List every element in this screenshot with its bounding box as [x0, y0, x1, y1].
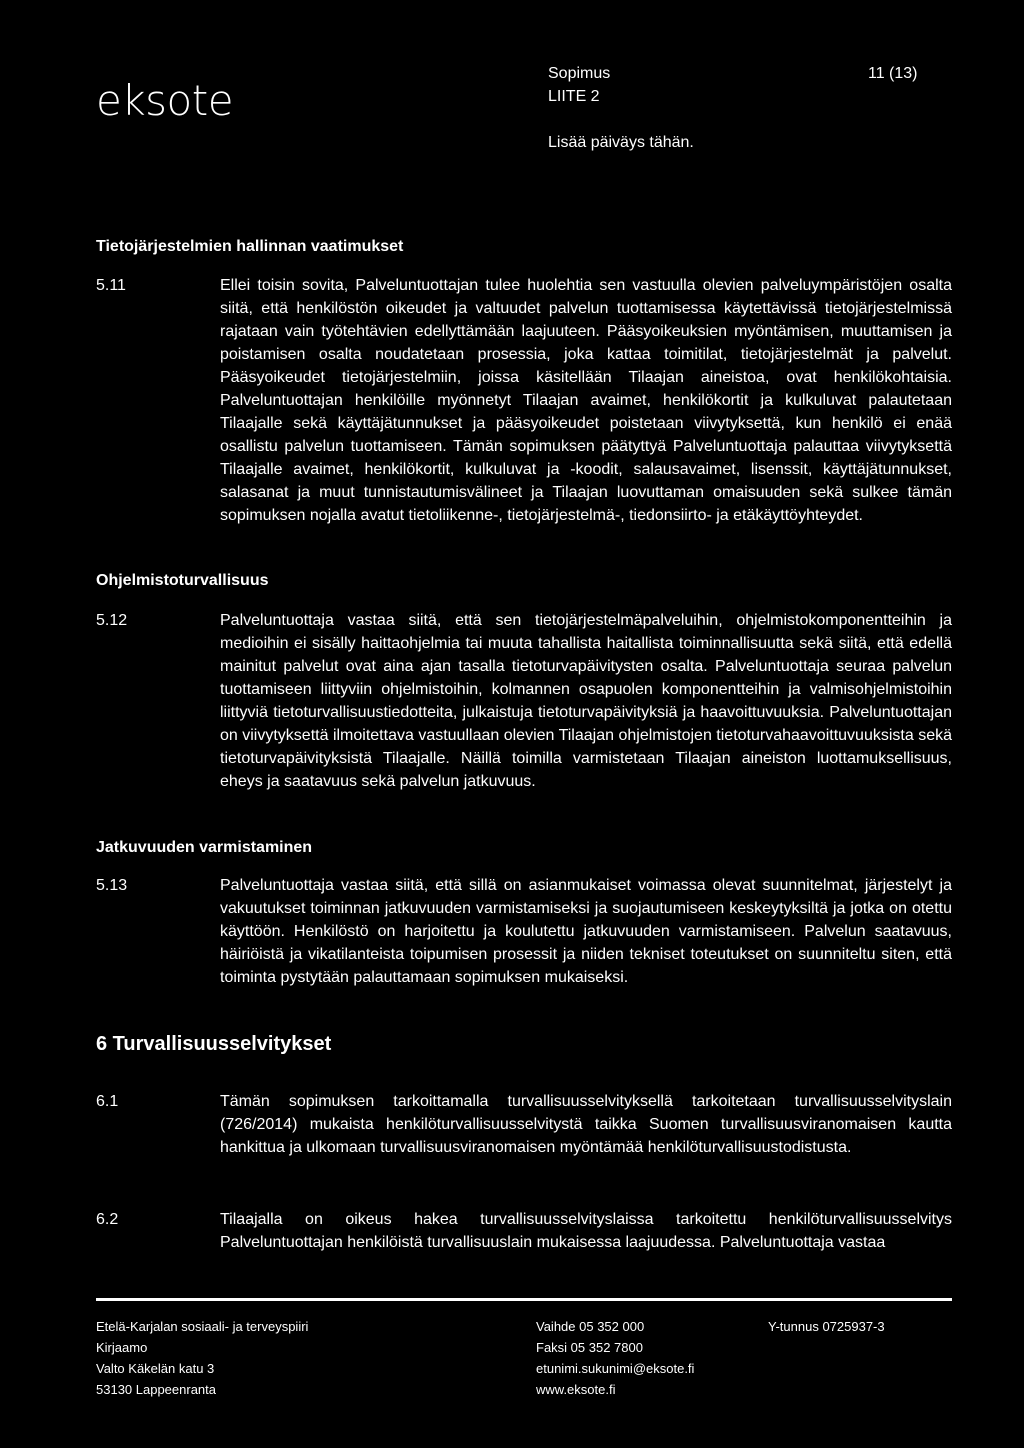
footer-fax: Faksi 05 352 7800 [536, 1340, 643, 1355]
section-heading: Tietojärjestelmien hallinnan vaatimukset [96, 238, 404, 255]
paragraph-number: 5.11 [96, 277, 126, 294]
footer-street: Valto Käkelän katu 3 [96, 1361, 215, 1376]
footer-contacts [536, 1316, 694, 1400]
footer-phone: Vaihde 05 352 000 [536, 1319, 645, 1334]
paragraph [96, 1208, 952, 1254]
date-placeholder: Lisää päiväys tähän. [548, 134, 694, 151]
paragraph-number: 5.13 [96, 877, 128, 894]
document-subtitle: LIITE 2 [548, 88, 600, 105]
footer-email: etunimi.sukunimi@eksote.fi [536, 1361, 695, 1376]
footer-rule [96, 1298, 952, 1301]
paragraph-text: Ellei toisin sovita, Palveluntuottajan tulee huolehtia sen vastuulla olevien palveluympäristöjen osalta siitä, että henkilöstön oikeudet ja valtuudet palvelun tuottamisessa käytettävissä tietojärjestelmissä rajataan vain työtehtävien edellyttämään laajuuteen. Pääsyoikeuksien myöntämisen, muuttamisen ja poistamisen osalta noudatetaan prosessia, joka kattaa toimitilat, tietojärjestelmät ja palvelut. Pääsyoikeudet tietojärjestelmiin, joissa käsitellään Tilaajan aineistoa, ovat henkilökohtaisia. Palveluntuottajan henkilöille myönnetyt Tilaajan avaimet, henkilökortit ja kulkuluvat palautetaan Tilaajalle sekä käyttäjätunnukset ja pääsyoikeudet poistetaan viivytyksettä, kun henkilö ei enää osallistu palvelun tuottamiseen. Tämän sopimuksen päätyttyä Palveluntuottaja palauttaa viivytyksettä Tilaajalle avaimet, henkilökortit, kulkuluvat ja -koodit, salausavaimet, lisenssit, käyttäjätunnukset, salasanat ja muut tunnistautumisvälineet ja Tilaajan luovuttaman omaisuuden sekä sulkee tämän sopimuksen nojalla avatut tietoliikenne-, tietojärjestelmä-, tiedonsiirto- ja etäkäyttöyhteydet. [220, 277, 952, 524]
paragraph-text: Palveluntuottaja vastaa siitä, että sen tietojärjestelmäpalveluihin, ohjelmistokomponentteihin ja medioihin ei sisälly haittaohjelmia tai muuta tahallista haitallista toiminnallisuutta sekä siitä, että edellä mainitut palvelut ovat aina ajan tasalla tietoturvapäivitysten osalta. Palveluntuottaja seuraa palvelun tuottamiseen liittyviin ohjelmistoihin, kolmannen osapuolen komponentteihin ja valmisohjelmistoihin liittyviä tietoturvallisuustiedotteita, julkaistuja tietoturvapäivityksiä ja haavoittuvuuksia. Palveluntuottajan on viivytyksettä ilmoitettava vastuullaan olevien Tilaajan ohjelmistojen tietoturvahaavoittuvuuksista sekä tietoturvapäivityksistä Tilaajalle. Näillä toimilla varmistetaan Tilaajan aineiston luottamuksellisuus, eheys ja saatavuus sekä palvelun jatkuvuus. [220, 612, 952, 790]
paragraph-text: Tilaajalla on oikeus hakea turvallisuusselvityslaissa tarkoitettu henkilöturvallisuusselvitys Palveluntuottajan henkilöistä turvallisuuslain mukaisessa laajuudessa. Palveluntuottaja vastaa [220, 1211, 952, 1251]
paragraph [96, 609, 952, 793]
paragraph-number: 6.1 [96, 1093, 119, 1110]
footer-web: www.eksote.fi [536, 1382, 616, 1397]
footer-city: 53130 Lappeenranta [96, 1382, 217, 1397]
section-heading: Jatkuvuuden varmistaminen [96, 839, 313, 856]
footer-business-id [768, 1316, 885, 1337]
footer-dept: Kirjaamo [96, 1340, 148, 1355]
paragraph-number: 6.2 [96, 1211, 119, 1228]
business-id: Y-tunnus 0725937-3 [768, 1319, 885, 1334]
page-number: 11 (13) [868, 65, 918, 82]
footer-org: Etelä-Karjalan sosiaali- ja terveyspiiri [96, 1319, 309, 1334]
footer-address [96, 1316, 308, 1400]
paragraph-text: Tämän sopimuksen tarkoittamalla turvallisuusselvityksellä tarkoitetaan turvallisuusselvityslain (726/2014) mukaista henkilöturvallisuusselvitystä taikka Suomen turvallisuusviranomaisen kautta hankittua ja ulkomaan turvallisuusviranomaisen myöntämää henkilöturvallisuustodistusta. [220, 1093, 952, 1156]
paragraph-text: Palveluntuottaja vastaa siitä, että sillä on asianmukaiset voimassa olevat suunnitelmat, järjestelyt ja vakuutukset toiminnan jatkuvuuden varmistamiseksi ja suojautumiseen keskeytyksiltä ja jotka on otettu käyttöön. Henkilöstö on harjoitettu ja koulutettu jatkuvuuden varmistamiseen. Palvelun saatavuus, häiriöistä ja vikatilanteista toipumisen prosessit ja niiden tekniset toteutukset on suunniteltu siten, että toiminta pystytään palauttamaan sopimuksen mukaiseksi. [220, 877, 952, 986]
paragraph [96, 874, 952, 989]
paragraph [96, 274, 952, 527]
section-heading: Ohjelmistoturvallisuus [96, 572, 269, 589]
eksote-logo: eksote [96, 76, 234, 125]
paragraph [96, 1090, 952, 1159]
document-title: Sopimus [548, 65, 611, 82]
paragraph-number: 5.12 [96, 612, 128, 629]
chapter-heading: 6 Turvallisuusselvitykset [96, 1033, 332, 1055]
